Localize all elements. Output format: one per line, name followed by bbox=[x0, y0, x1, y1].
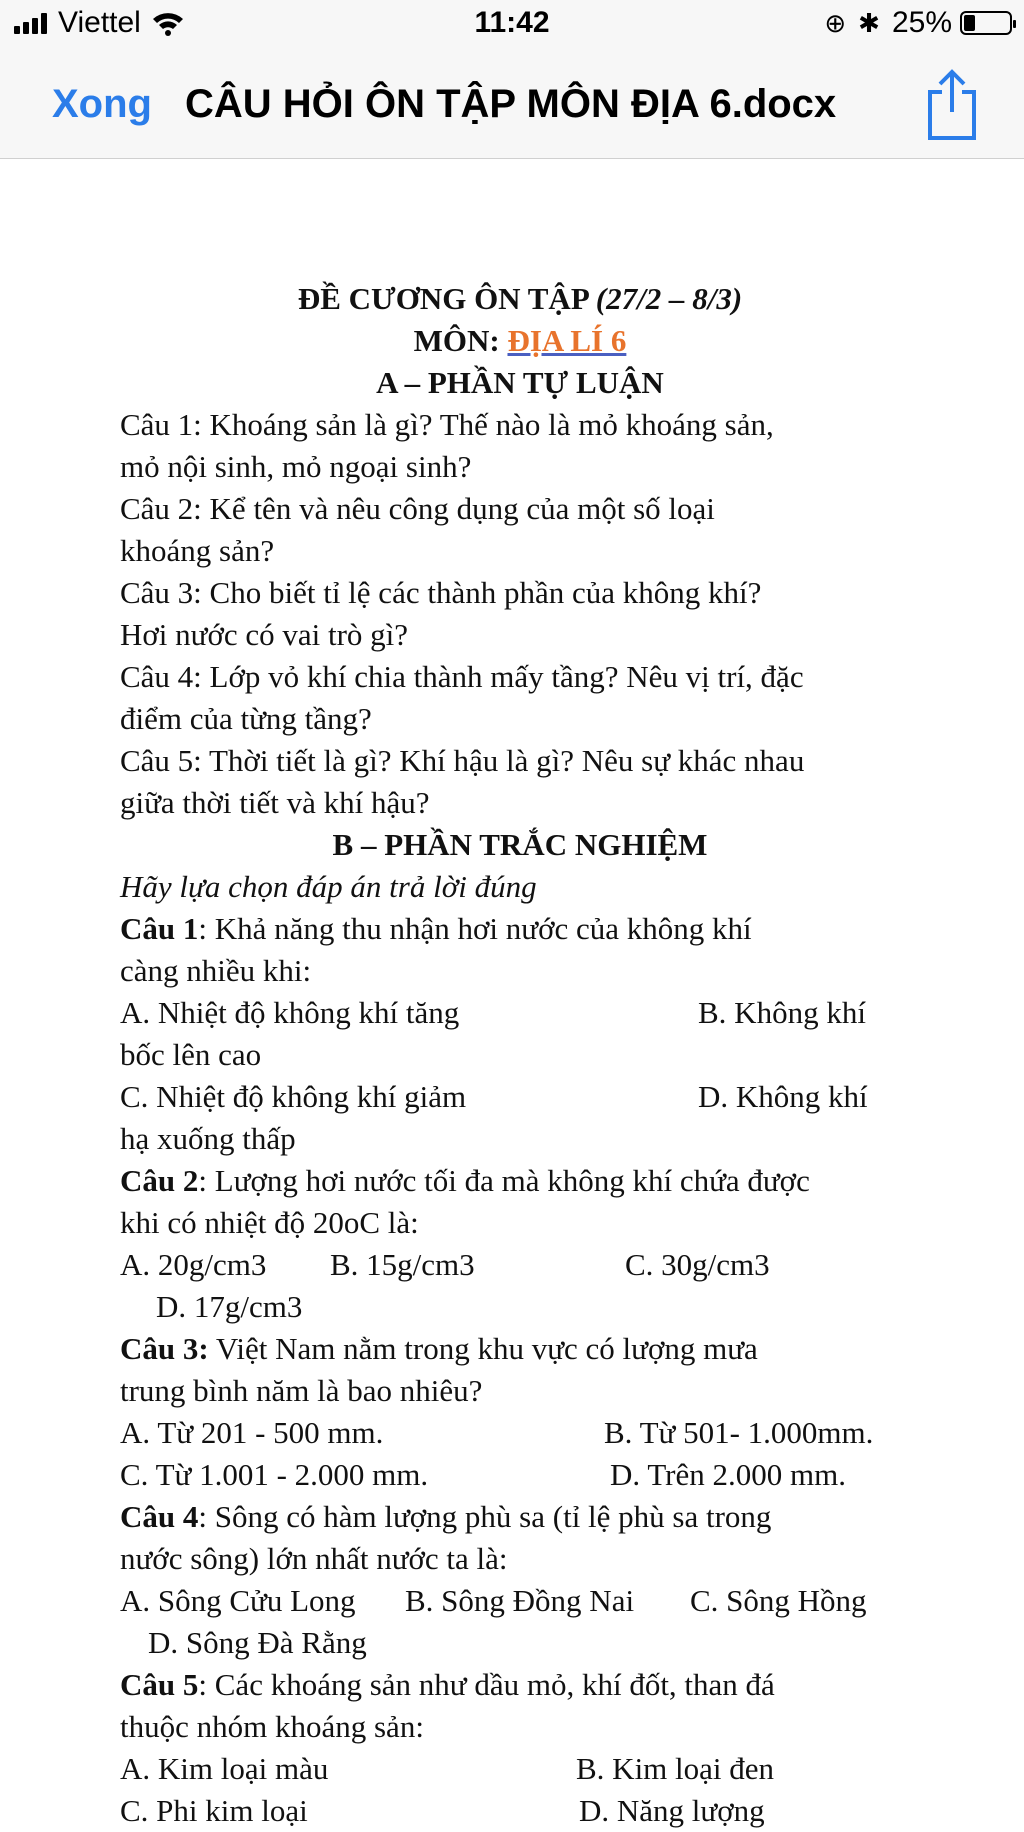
q2-options-row bbox=[120, 1244, 920, 1286]
question-1: Câu 1: Khả năng thu nhận hơi nước của không khí bbox=[120, 911, 752, 946]
q2-options-row-2 bbox=[120, 1286, 920, 1328]
q1-options-row-2 bbox=[120, 1076, 920, 1118]
question-4-cont: nước sông) lớn nhất nước ta là: bbox=[120, 1541, 508, 1576]
share-icon[interactable] bbox=[924, 66, 980, 142]
instruction: Hãy lựa chọn đáp án trả lời đúng bbox=[120, 869, 537, 904]
q4-option-b: B. Sông Đồng Nai bbox=[405, 1583, 635, 1618]
orientation-lock-icon: ⊕ bbox=[824, 7, 847, 38]
q4-options-row bbox=[120, 1580, 920, 1622]
question-5-cont: thuộc nhóm khoáng sản: bbox=[120, 1709, 424, 1744]
q5-options-row-2 bbox=[120, 1790, 920, 1832]
question-2-cont: khi có nhiệt độ 20oC là: bbox=[120, 1205, 419, 1240]
status-right bbox=[824, 6, 1012, 40]
essay-line: Câu 2: Kể tên và nêu công dụng của một số loại bbox=[120, 491, 715, 526]
section-b-heading: B – PHẦN TRẮC NGHIỆM bbox=[332, 827, 708, 862]
question-3: Câu 3: Việt Nam nằm trong khu vực có lượng mưa bbox=[120, 1331, 758, 1366]
q5-options-row-1 bbox=[120, 1748, 920, 1790]
q4-option-a: A. Sông Cửu Long bbox=[120, 1583, 356, 1618]
navigation-bar bbox=[0, 52, 1024, 159]
document-heading: ĐỀ CƯƠNG ÔN TẬP (27/2 – 8/3) bbox=[297, 281, 743, 316]
q1-option-a: A. Nhiệt độ không khí tăng bbox=[120, 995, 460, 1030]
q1-option-c: C. Nhiệt độ không khí giảm bbox=[120, 1079, 467, 1114]
bluetooth-icon: ✱ bbox=[858, 7, 880, 38]
essay-line: điểm của từng tầng? bbox=[120, 701, 372, 736]
q5-option-a: A. Kim loại màu bbox=[120, 1751, 329, 1786]
q3-option-c: C. Từ 1.001 - 2.000 mm. bbox=[120, 1457, 429, 1492]
carrier-name: Viettel bbox=[58, 6, 141, 39]
essay-line: Hơi nước có vai trò gì? bbox=[120, 617, 409, 652]
question-1-cont: càng nhiều khi: bbox=[120, 953, 312, 988]
question-2: Câu 2: Lượng hơi nước tối đa mà không khí chứa được bbox=[120, 1163, 810, 1198]
q1-options-row-1 bbox=[120, 992, 920, 1034]
battery-icon bbox=[960, 11, 1012, 35]
q1-option-b-cont: bốc lên cao bbox=[120, 1037, 262, 1072]
battery-level bbox=[964, 15, 975, 31]
essay-line: Câu 5: Thời tiết là gì? Khí hậu là gì? Nêu sự khác nhau bbox=[120, 743, 805, 778]
status-bar bbox=[0, 0, 1024, 52]
q2-option-a: A. 20g/cm3 bbox=[120, 1247, 267, 1282]
essay-line: Câu 3: Cho biết tỉ lệ các thành phần của không khí? bbox=[120, 575, 762, 610]
essay-line: mỏ nội sinh, mỏ ngoại sinh? bbox=[120, 449, 472, 484]
q1-option-d: D. Không khí bbox=[698, 1079, 868, 1114]
question-5: Câu 5: Các khoáng sản như dầu mỏ, khí đốt, than đá bbox=[120, 1667, 775, 1702]
q4-option-c: C. Sông Hồng bbox=[690, 1583, 867, 1618]
q5-option-c: C. Phi kim loại bbox=[120, 1793, 308, 1828]
essay-line: Câu 1: Khoáng sản là gì? Thế nào là mỏ khoáng sản, bbox=[120, 407, 774, 442]
q3-option-d: D. Trên 2.000 mm. bbox=[610, 1457, 846, 1492]
q4-option-d: D. Sông Đà Rằng bbox=[148, 1625, 367, 1660]
q2-option-b: B. 15g/cm3 bbox=[330, 1247, 475, 1282]
q3-option-b: B. Từ 501- 1.000mm. bbox=[604, 1415, 874, 1450]
q4-options-row-2 bbox=[120, 1622, 920, 1664]
q3-options-row-2 bbox=[120, 1454, 920, 1496]
battery-percent: 25% bbox=[891, 6, 952, 39]
essay-line: khoáng sản? bbox=[120, 533, 275, 568]
done-button[interactable]: Xong bbox=[52, 82, 152, 126]
document-title: CÂU HỎI ÔN TẬP MÔN ĐỊA 6.docx bbox=[185, 82, 837, 126]
q1-option-b: B. Không khí bbox=[698, 995, 866, 1030]
q2-option-c: C. 30g/cm3 bbox=[625, 1247, 770, 1282]
q3-options-row-1 bbox=[120, 1412, 920, 1454]
subject-line: MÔN: ĐỊA LÍ 6 bbox=[413, 323, 627, 358]
q2-option-d: D. 17g/cm3 bbox=[156, 1289, 303, 1324]
essay-line: Câu 4: Lớp vỏ khí chia thành mấy tầng? Nêu vị trí, đặc bbox=[120, 659, 804, 694]
question-4: Câu 4: Sông có hàm lượng phù sa (tỉ lệ phù sa trong bbox=[120, 1499, 772, 1534]
essay-line: giữa thời tiết và khí hậu? bbox=[120, 785, 430, 820]
q3-option-a: A. Từ 201 - 500 mm. bbox=[120, 1415, 384, 1450]
q5-option-d: D. Năng lượng bbox=[579, 1793, 765, 1828]
question-3-cont: trung bình năm là bao nhiêu? bbox=[120, 1373, 483, 1408]
section-a-heading: A – PHẦN TỰ LUẬN bbox=[376, 365, 664, 400]
q5-option-b: B. Kim loại đen bbox=[576, 1751, 775, 1786]
q1-option-d-cont: hạ xuống thấp bbox=[120, 1121, 296, 1156]
clock: 11:42 bbox=[474, 6, 550, 39]
subject-link[interactable]: ĐỊA LÍ 6 bbox=[507, 323, 627, 358]
essay-questions bbox=[120, 404, 920, 824]
document-body bbox=[120, 278, 920, 1832]
